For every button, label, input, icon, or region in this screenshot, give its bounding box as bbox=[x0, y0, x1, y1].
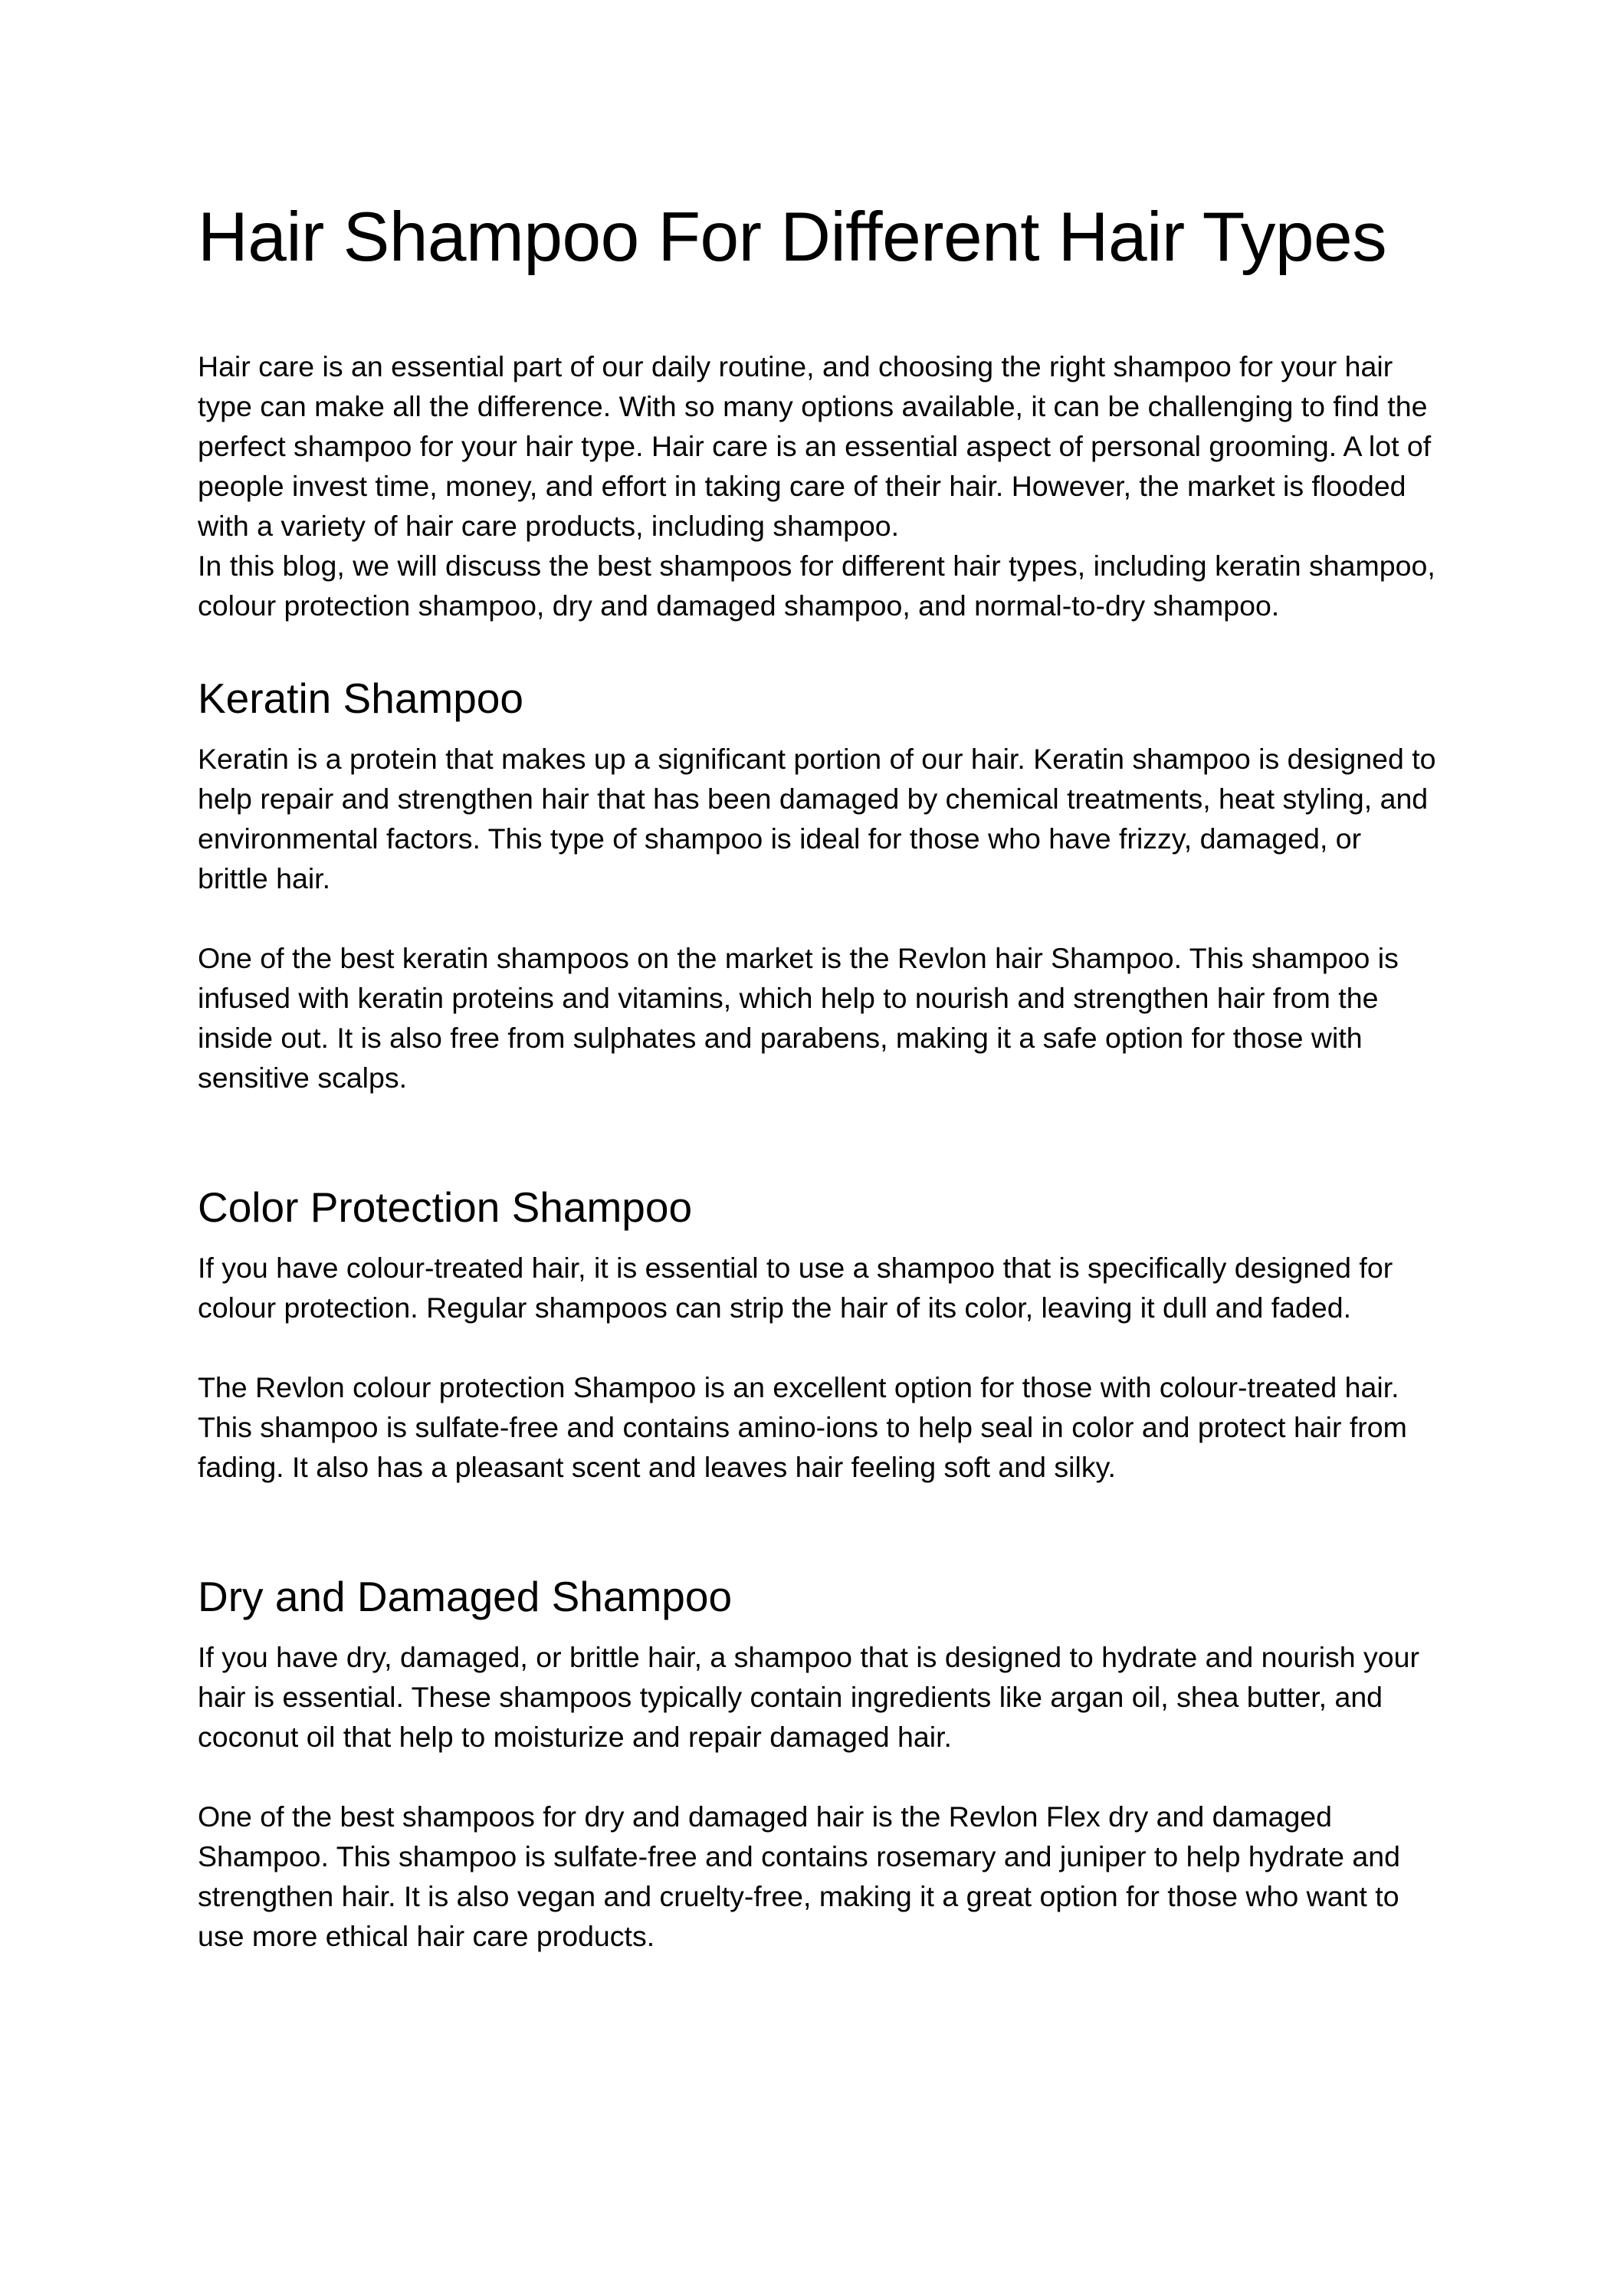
page-title: Hair Shampoo For Different Hair Types bbox=[198, 199, 1387, 276]
section-heading-dry-damaged: Dry and Damaged Shampoo bbox=[198, 1573, 733, 1620]
dry-paragraph-2: One of the best shampoos for dry and damaged hair is the Revlon Flex dry and damaged Shampoo. This shampoo is sulfate-free and contains rosemary and juniper to help hydrate and strengthen hair. It is also vegan and cruelty-free, making it a great option for those who want to use more ethical hair care products. bbox=[198, 1800, 1400, 1952]
section-heading-keratin: Keratin Shampoo bbox=[198, 674, 523, 722]
section-color-protection-shampoo bbox=[198, 1180, 1439, 1487]
keratin-paragraph-2: One of the best keratin shampoos on the market is the Revlon hair Shampoo. This shampoo is infused with keratin proteins and vitamins, which help to nourish and strengthen hair from the inside out. It is also free from sulphates and parabens, making it a safe option for those with sensitive scalps. bbox=[198, 942, 1399, 1094]
color-paragraph-2: The Revlon colour protection Shampoo is an excellent option for those with colour-treated hair. This shampoo is sulfate-free and contains amino-ions to help seal in color and protect hair from fading. It also has a pleasant scent and leaves hair feeling soft and silky. bbox=[198, 1371, 1407, 1483]
document-page bbox=[198, 192, 1439, 1956]
intro-block bbox=[198, 346, 1439, 625]
intro-paragraph-1: Hair care is an essential part of our daily routine, and choosing the right shampoo for your hair type can make all the difference. With so many options available, it can be challenging to find the perfect shampoo for your hair type. Hair care is an essential aspect of personal grooming. A lot of people invest time, money, and effort in taking care of their hair. However, the market is flooded with a variety of hair care products, including shampoo. bbox=[198, 350, 1432, 542]
section-dry-damaged-shampoo bbox=[198, 1570, 1439, 1956]
intro-paragraph-2: In this blog, we will discuss the best shampoos for different hair types, including keratin shampoo, colour protection shampoo, dry and damaged shampoo, and normal-to-dry shampoo. bbox=[198, 550, 1435, 622]
dry-paragraph-1: If you have dry, damaged, or brittle hair, a shampoo that is designed to hydrate and nourish your hair is essential. These shampoos typically contain ingredients like argan oil, shea butter, and coconut oil that help to moisturize and repair damaged hair. bbox=[198, 1641, 1420, 1753]
section-heading-color-protection: Color Protection Shampoo bbox=[198, 1183, 693, 1231]
color-paragraph-1: If you have colour-treated hair, it is essential to use a shampoo that is specifically designed for colour protection. Regular shampoos can strip the hair of its color, leaving it dull and faded. bbox=[198, 1252, 1393, 1324]
keratin-paragraph-1: Keratin is a protein that makes up a significant portion of our hair. Keratin shampoo is designed to help repair and strengthen hair that has been damaged by chemical treatments, heat styling, and environmental factors. This type of shampoo is ideal for those who have frizzy, damaged, or brittle hair. bbox=[198, 743, 1436, 894]
section-keratin-shampoo bbox=[198, 671, 1439, 1098]
